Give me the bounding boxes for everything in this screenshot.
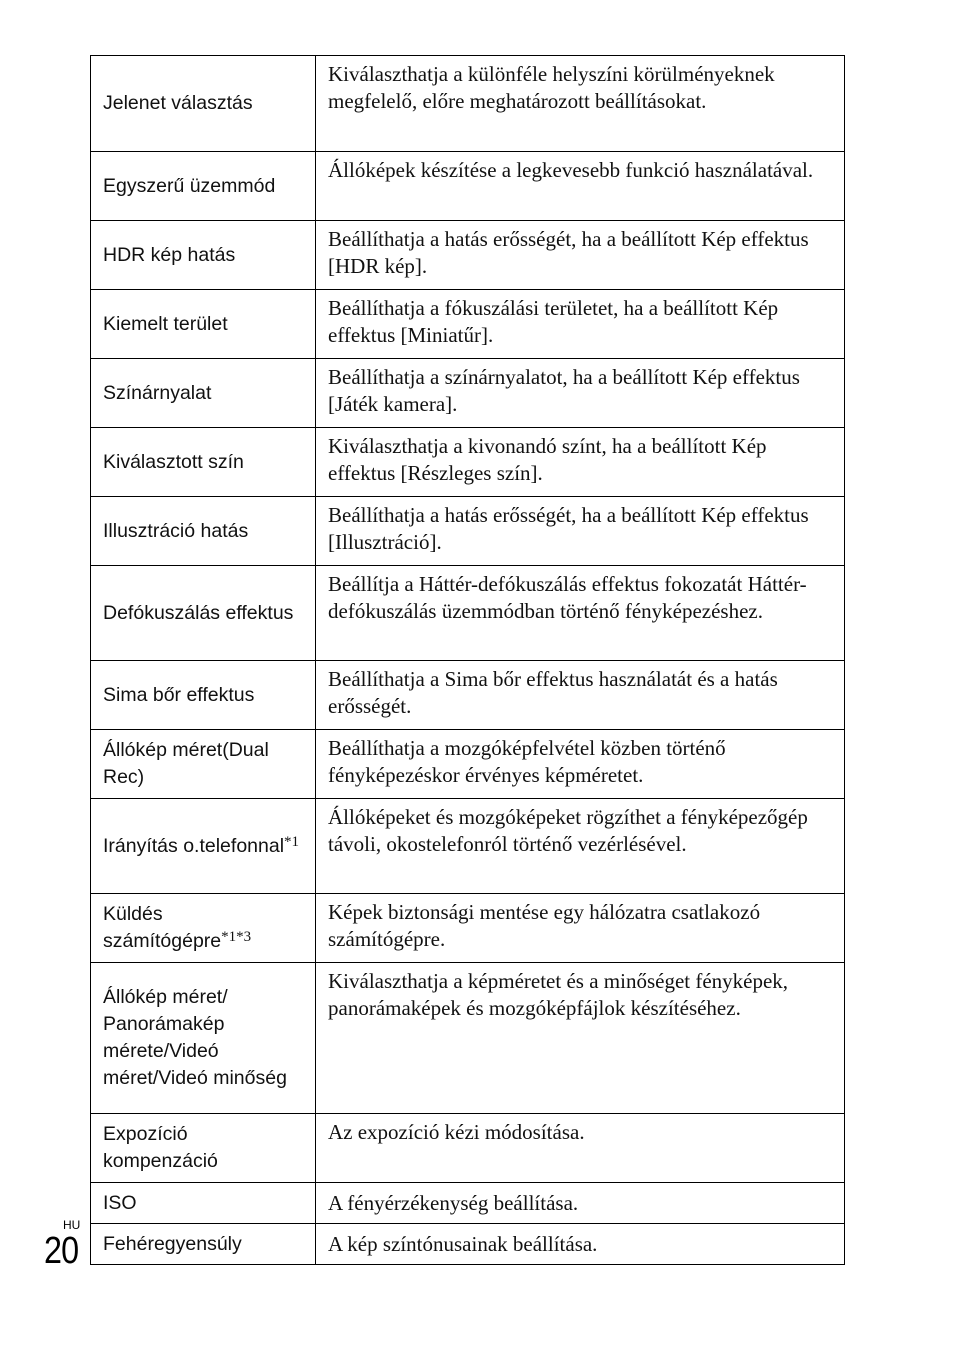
table-row — [91, 152, 845, 221]
table-row — [91, 290, 845, 359]
setting-description: A fényérzékenység beállítása. — [316, 1183, 845, 1224]
setting-label: ISO — [103, 1191, 137, 1214]
setting-description: Beállítja a Háttér-defókuszálás effektus fokozatát Háttér-defókuszálás üzemmódban történő fényképezéshez. — [316, 566, 845, 661]
setting-name — [91, 894, 316, 963]
setting-description: Beállíthatja a Sima bőr effektus használatát és a hatás erősségét. — [316, 661, 845, 730]
table-row — [91, 661, 845, 730]
setting-label: Kiválasztott szín — [103, 450, 244, 473]
setting-description: Kiválaszthatja a kivonandó színt, ha a beállított Kép effektus [Részleges szín]. — [316, 428, 845, 497]
settings-table — [90, 55, 845, 1265]
setting-name — [91, 497, 316, 566]
setting-description: Beállíthatja a fókuszálási területet, ha a beállított Kép effektus [Miniatűr]. — [316, 290, 845, 359]
setting-description: A kép színtónusainak beállítása. — [316, 1224, 845, 1265]
table-row — [91, 730, 845, 799]
setting-label: Expozíció kompenzáció — [103, 1123, 218, 1172]
setting-name — [91, 1183, 316, 1224]
setting-label: Küldés számítógépre — [103, 903, 222, 952]
setting-name — [91, 56, 316, 152]
footnote-ref: *1 — [284, 833, 300, 850]
setting-name — [91, 359, 316, 428]
setting-name — [91, 799, 316, 894]
setting-name — [91, 290, 316, 359]
table-row — [91, 894, 845, 963]
setting-description: Beállíthatja a színárnyalatot, ha a beállított Kép effektus [Játék kamera]. — [316, 359, 845, 428]
setting-description: Beállíthatja a hatás erősségét, ha a beállított Kép effektus [HDR kép]. — [316, 221, 845, 290]
table-row — [91, 497, 845, 566]
table-row — [91, 799, 845, 894]
table-row — [91, 221, 845, 290]
setting-label: Illusztráció hatás — [103, 519, 249, 542]
table-row — [91, 1224, 845, 1265]
setting-label: Defókuszálás effektus — [103, 601, 294, 624]
table-row — [91, 1114, 845, 1183]
setting-name — [91, 221, 316, 290]
setting-name — [91, 1114, 316, 1183]
table-row — [91, 963, 845, 1114]
table-row — [91, 1183, 845, 1224]
setting-name — [91, 566, 316, 661]
setting-label: Állókép méret/ Panorámakép mérete/Videó méret/Videó minőség — [103, 986, 287, 1089]
setting-label: Fehéregyensúly — [103, 1232, 242, 1255]
setting-description: Állóképeket és mozgóképeket rögzíthet a fényképezőgép távoli, okostelefonról történő vezérlésével. — [316, 799, 845, 894]
setting-label: Színárnyalat — [103, 381, 212, 404]
table-row — [91, 428, 845, 497]
setting-description: Állóképek készítése a legkevesebb funkció használatával. — [316, 152, 845, 221]
setting-description: Beállíthatja a hatás erősségét, ha a beállított Kép effektus [Illusztráció]. — [316, 497, 845, 566]
language-code: HU — [63, 1218, 81, 1232]
setting-name — [91, 152, 316, 221]
table-row — [91, 56, 845, 152]
setting-description: Képek biztonsági mentése egy hálózatra csatlakozó számítógépre. — [316, 894, 845, 963]
setting-description: Beállíthatja a mozgóképfelvétel közben történő fényképezéskor érvényes képméretet. — [316, 730, 845, 799]
setting-label: Sima bőr effektus — [103, 683, 255, 706]
setting-name — [91, 428, 316, 497]
setting-label: Jelenet választás — [103, 92, 253, 114]
table-row — [91, 359, 845, 428]
setting-label: Kiemelt terület — [103, 312, 228, 335]
setting-description: Az expozíció kézi módosítása. — [316, 1114, 845, 1183]
setting-label: Irányítás o.telefonnal — [103, 834, 285, 857]
table-row — [91, 566, 845, 661]
setting-name — [91, 661, 316, 730]
setting-name — [91, 1224, 316, 1265]
setting-label: Egyszerű üzemmód — [103, 174, 276, 197]
page-number: 20 — [44, 1230, 79, 1272]
setting-name — [91, 730, 316, 799]
footnote-ref: *1*3 — [221, 929, 252, 945]
setting-label: Állókép méret(Dual Rec) — [103, 739, 269, 788]
setting-label: HDR kép hatás — [103, 243, 236, 266]
setting-description: Kiválaszthatja a különféle helyszíni körülményeknek megfelelő, előre meghatározott beállításokat. — [316, 56, 845, 152]
setting-description: Kiválaszthatja a képméretet és a minőséget fényképek, panorámaképek és mozgóképfájlok készítéséhez. — [316, 963, 845, 1114]
setting-name — [91, 963, 316, 1114]
